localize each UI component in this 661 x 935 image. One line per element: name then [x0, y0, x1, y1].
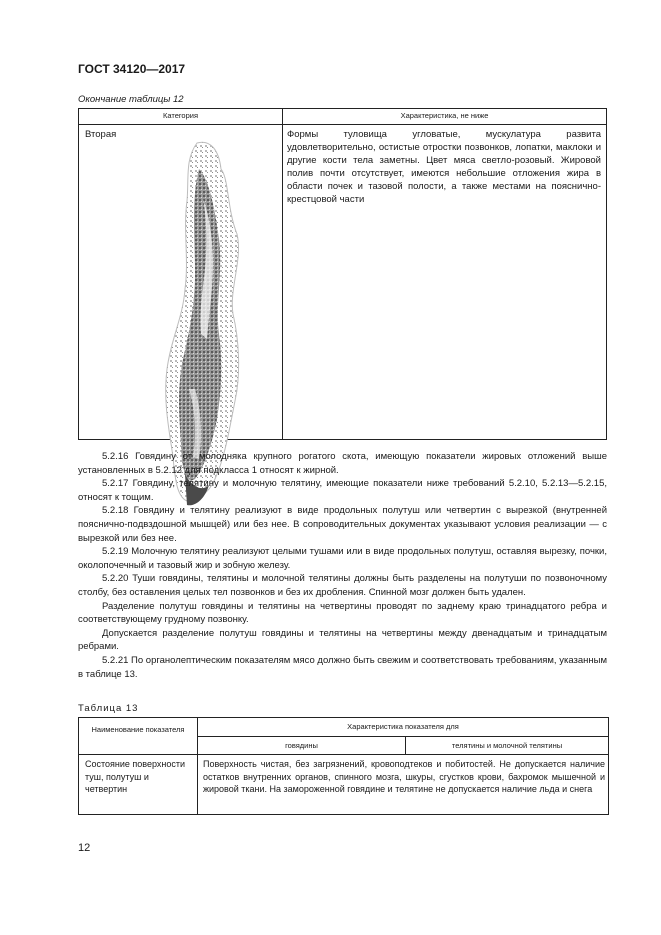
paragraph: 5.2.20 Туши говядины, телятины и молочной телятины должны быть разделены на полутуши по позвоночному столбу, без оставления целых тел позвонков и без их дробления. Спинной мозг должен быть удален.: [78, 573, 607, 598]
table13-row-description: Поверхность чистая, без загрязнений, кровоподтеков и побитостей. Не допускается наличие остатков внутренних органов, спинного мозга, шкуры, сгустков крови, бахромок мышечной и жировой ткани. На замороженной говядине и телятине не допускается наличие льда и снега: [203, 759, 605, 794]
table12-header-category: Категория: [162, 111, 199, 120]
paragraph: Разделение полутуш говядины и телятины на четвертины проводят по заднему краю тринадцатого ребра и соответствующему грудному позвонку.: [78, 600, 607, 626]
body-text: [78, 450, 607, 681]
paragraph: 5.2.17 Говядину, телятину и молочную телятину, имеющие показатели ниже требований 5.2.10, 5.2.13—5.2.15, относят к тощим.: [78, 478, 607, 503]
table13-header-characteristic: Характеристика показателя для: [347, 722, 459, 731]
table13-header-name: Наименование показателя: [91, 725, 185, 734]
paragraph: 5.2.16 Говядину от молодняка крупного рогатого скота, имеющую показатели жировых отложений выше установленных в 5.2.12 для подкласса 1 относят к жирной.: [78, 451, 607, 476]
table12-caption: Окончание таблицы 12: [78, 94, 184, 105]
document-header: ГОСТ 34120—2017: [78, 62, 186, 76]
table12-description-cell: Формы туловища угловатые, мускулатура развита удовлетворительно, остистые отростки позвонков, лопатки, маклоки и другие кости тела заметны. Цвет мяса светло-розовый. Жировой полив почти отсутствует, имеются небольшие отложения жира в области почек и тазовой полости, а также местами на пояснично-крестцовой части: [287, 129, 601, 205]
paragraph: 5.2.18 Говядину и телятину реализуют в виде продольных полутуш или четвертин с вырезкой (внутренней пояснично-подвздошной мышцей) или без нее. В сопроводительных документах указывают условия реализации — с вырезкой или без нее.: [78, 505, 607, 544]
table13-header-beef: говядины: [285, 741, 318, 750]
table12-header-characteristic: Характеристика, не ниже: [400, 111, 489, 120]
page-number: 12: [78, 842, 91, 854]
table13-caption: Таблица 13: [78, 703, 139, 714]
table13-row-name: Состояние поверхности туш, полутуш и четвертин: [85, 759, 186, 794]
table-12: [78, 108, 607, 440]
paragraph: Допускается разделение полутуш говядины и телятины на четвертины между двенадцатым и тринадцатым ребрами.: [78, 627, 607, 653]
table-13: [78, 717, 609, 815]
table12-category-cell: Вторая: [85, 129, 117, 140]
table13-header-veal: телятины и молочной телятины: [451, 741, 563, 750]
paragraph: 5.2.19 Молочную телятину реализуют целыми тушами или в виде продольных полутуш, оставляя вырезку, почки, околопочечный и тазовый жир и зобную железу.: [78, 546, 607, 571]
paragraph: 5.2.21 По органолептическим показателям мясо должно быть свежим и соответствовать требованиям, указанным в таблице 13.: [78, 654, 607, 680]
